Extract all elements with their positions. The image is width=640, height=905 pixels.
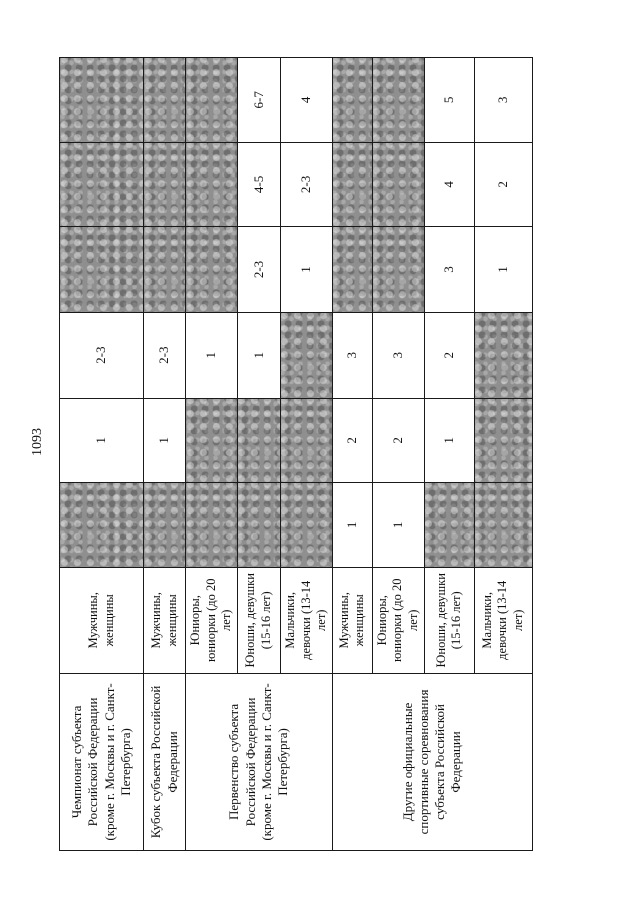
table-row bbox=[332, 58, 372, 851]
place-cell: 1 bbox=[186, 312, 238, 398]
place-cell: 2 bbox=[332, 398, 372, 483]
place-cell: 1 bbox=[60, 398, 144, 483]
place-cell: 2 bbox=[424, 312, 474, 398]
place-cell bbox=[474, 398, 532, 483]
place-cell bbox=[144, 142, 186, 227]
place-cell: 3 bbox=[372, 312, 424, 398]
place-cell bbox=[144, 227, 186, 313]
rotated-table-frame bbox=[59, 57, 525, 851]
place-cell: 1 bbox=[280, 227, 332, 313]
place-cell: 1 bbox=[372, 483, 424, 568]
place-cell bbox=[372, 227, 424, 313]
place-cell: 5 bbox=[424, 58, 474, 143]
category-cell: Юноши, девушки (15-16 лет) bbox=[424, 567, 474, 673]
place-cell bbox=[280, 398, 332, 483]
place-cell bbox=[237, 398, 280, 483]
place-cell: 3 bbox=[332, 312, 372, 398]
place-cell bbox=[372, 142, 424, 227]
place-cell bbox=[144, 483, 186, 568]
page-number: 1093 bbox=[30, 428, 45, 456]
place-cell: 4 bbox=[424, 142, 474, 227]
place-cell bbox=[186, 398, 238, 483]
place-cell bbox=[60, 483, 144, 568]
place-cell: 2-3 bbox=[144, 312, 186, 398]
category-cell: Мальчики, девочки (13-14 лет) bbox=[280, 567, 332, 673]
place-cell: 4-5 bbox=[237, 142, 280, 227]
table-row bbox=[186, 58, 238, 851]
place-cell bbox=[60, 142, 144, 227]
place-cell: 4 bbox=[280, 58, 332, 143]
place-cell bbox=[186, 58, 238, 143]
sports-ranking-table bbox=[59, 57, 533, 851]
place-cell bbox=[186, 227, 238, 313]
table-container bbox=[59, 57, 525, 851]
place-cell bbox=[372, 58, 424, 143]
category-cell: Мужчины, женщины bbox=[332, 567, 372, 673]
place-cell bbox=[332, 142, 372, 227]
table-row bbox=[144, 58, 186, 851]
place-cell bbox=[474, 312, 532, 398]
place-cell bbox=[474, 483, 532, 568]
place-cell bbox=[186, 142, 238, 227]
place-cell bbox=[186, 483, 238, 568]
category-cell: Юноши, девушки (15-16 лет) bbox=[237, 567, 280, 673]
place-cell: 1 bbox=[332, 483, 372, 568]
competition-cell: Первенство субъекта Российской Федерации (кроме г. Москвы и г. Санкт-Петербурга) bbox=[186, 673, 333, 850]
place-cell: 1 bbox=[237, 312, 280, 398]
competition-cell: Чемпионат субъекта Российской Федерации (кроме г. Москвы и г. Санкт-Петербурга) bbox=[60, 673, 144, 850]
category-cell: Юниоры, юниорки (до 20 лет) bbox=[372, 567, 424, 673]
table-row bbox=[60, 58, 144, 851]
place-cell bbox=[424, 483, 474, 568]
place-cell bbox=[144, 58, 186, 143]
place-cell: 2 bbox=[474, 142, 532, 227]
place-cell: 3 bbox=[474, 58, 532, 143]
place-cell bbox=[280, 312, 332, 398]
competition-cell: Кубок субъекта Российской Федерации bbox=[144, 673, 186, 850]
category-cell: Мальчики, девочки (13-14 лет) bbox=[474, 567, 532, 673]
category-cell: Мужчины, женщины bbox=[60, 567, 144, 673]
place-cell bbox=[280, 483, 332, 568]
place-cell bbox=[60, 58, 144, 143]
place-cell bbox=[237, 483, 280, 568]
place-cell: 3 bbox=[424, 227, 474, 313]
place-cell: 1 bbox=[144, 398, 186, 483]
place-cell: 2-3 bbox=[237, 227, 280, 313]
competition-cell: Другие официальные спортивные соревнования субъекта Российской Федерации bbox=[332, 673, 532, 850]
place-cell bbox=[60, 227, 144, 313]
place-cell: 1 bbox=[474, 227, 532, 313]
category-cell: Мужчины, женщины bbox=[144, 567, 186, 673]
place-cell: 2-3 bbox=[280, 142, 332, 227]
place-cell: 2 bbox=[372, 398, 424, 483]
place-cell bbox=[332, 58, 372, 143]
place-cell: 6-7 bbox=[237, 58, 280, 143]
place-cell: 1 bbox=[424, 398, 474, 483]
place-cell bbox=[332, 227, 372, 313]
category-cell: Юниоры, юниорки (до 20 лет) bbox=[186, 567, 238, 673]
place-cell: 2-3 bbox=[60, 312, 144, 398]
